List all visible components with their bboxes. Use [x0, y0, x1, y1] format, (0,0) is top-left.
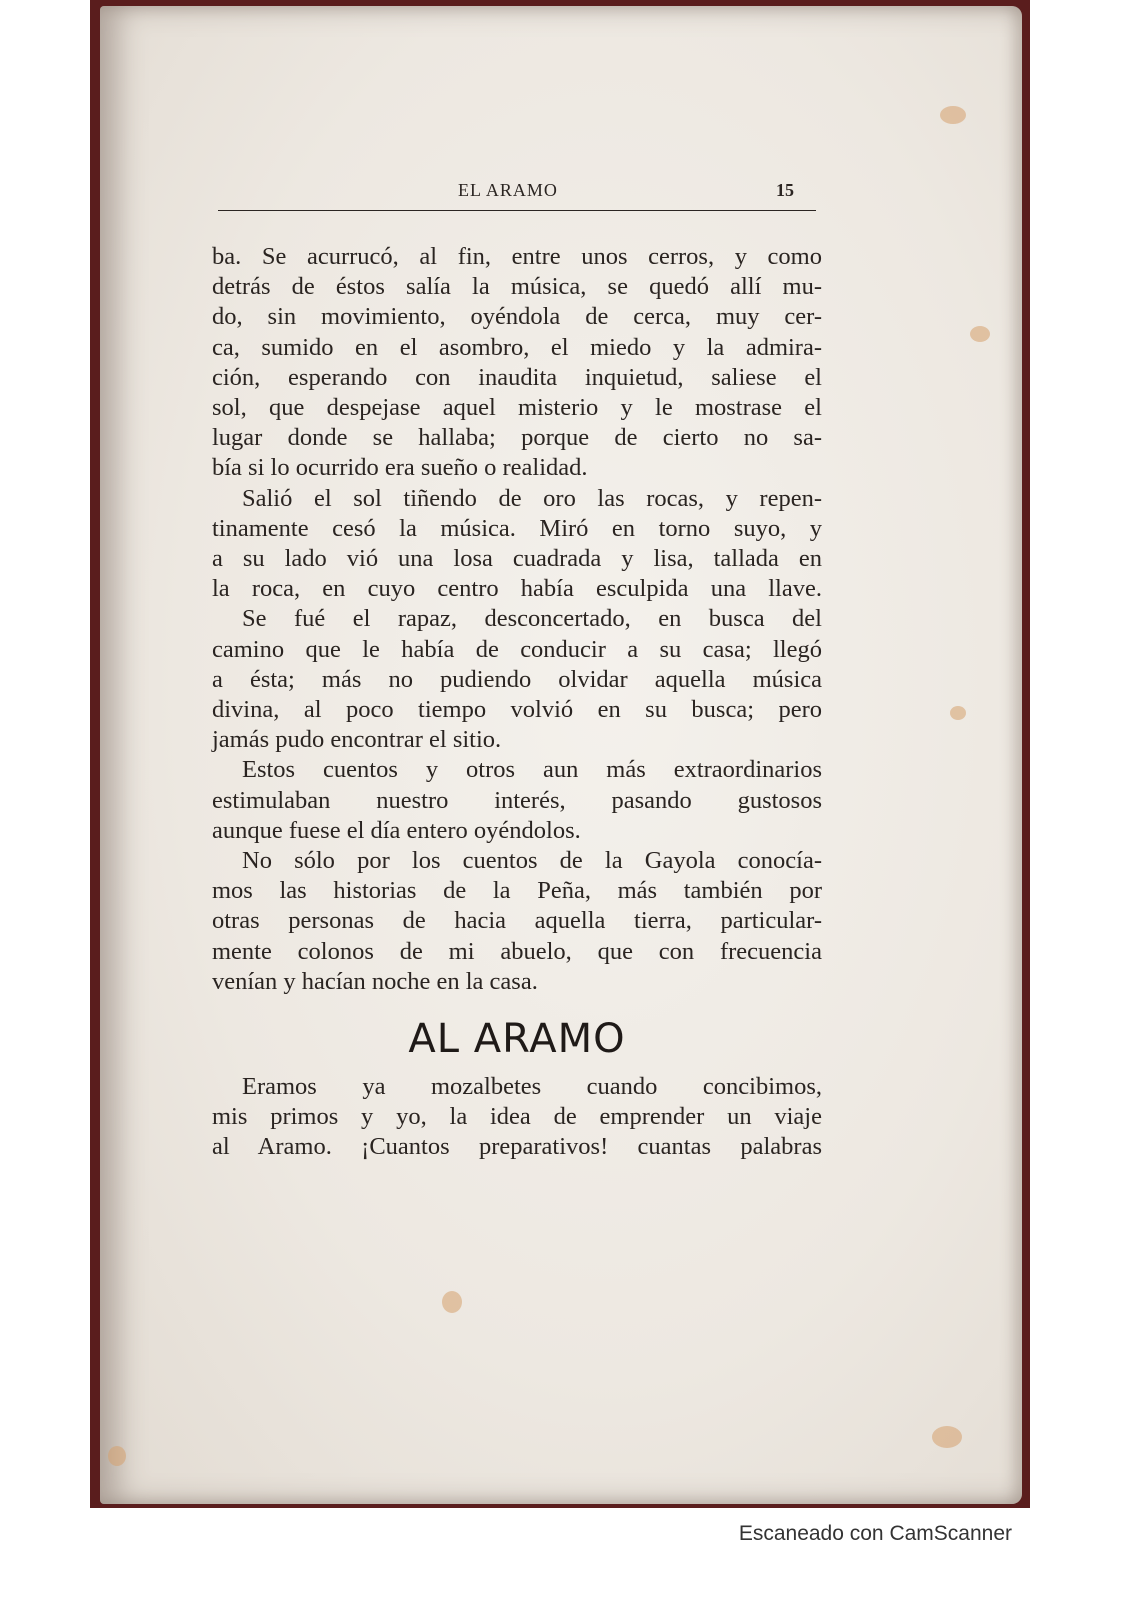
text-line: divina, al poco tiempo volvió en su busca; pero: [212, 696, 822, 724]
text-line: Se fué el rapaz, desconcertado, en busca del: [242, 605, 822, 633]
foxing-stain: [932, 1426, 962, 1448]
page-header: [218, 180, 816, 211]
page-number: 15: [776, 180, 794, 200]
text-line: detrás de éstos salía la música, se quedó allí mu-: [212, 273, 822, 301]
text-line: Salió el sol tiñendo de oro las rocas, y repen-: [242, 484, 822, 512]
text-line: lugar donde se hallaba; porque de cierto no sa-: [212, 424, 822, 452]
text-line: estimulaban nuestro interés, pasando gustosos: [212, 786, 822, 814]
running-title: EL ARAMO: [458, 180, 558, 200]
foxing-stain: [970, 326, 990, 342]
body-text-block: [212, 242, 822, 997]
text-line: bía si lo ocurrido era sueño o realidad.: [212, 454, 588, 482]
foxing-stain: [940, 106, 966, 124]
scanner-watermark: Escaneado con CamScanner: [738, 1522, 1012, 1545]
text-line: venían y hacían noche en la casa.: [212, 967, 538, 995]
text-line: No sólo por los cuentos de la Gayola conocía-: [242, 847, 822, 875]
foxing-stain: [108, 1446, 126, 1466]
section-heading: AL ARAMO: [408, 1016, 626, 1062]
text-line: mos las historias de la Peña, más también por: [212, 877, 822, 905]
body-text-block-2: [212, 1072, 822, 1163]
text-line: Eramos ya mozalbetes cuando concibimos,: [242, 1073, 822, 1100]
text-line: a ésta; más no pudiendo olvidar aquella música: [212, 665, 822, 693]
text-line: ca, sumido en el asombro, el miedo y la admira-: [212, 333, 822, 361]
text-line: al Aramo. ¡Cuantos preparativos! cuantas palabras: [212, 1133, 822, 1161]
text-line: sol, que despejase aquel misterio y le mostrase el: [212, 394, 822, 422]
text-line: la roca, en cuyo centro había esculpida una llave.: [212, 575, 822, 603]
foxing-stain: [442, 1291, 462, 1313]
text-line: otras personas de hacia aquella tierra, particular-: [212, 907, 822, 935]
text-line: a su lado vió una losa cuadrada y lisa, tallada en: [212, 545, 822, 573]
text-line: do, sin movimiento, oyéndola de cerca, muy cer-: [212, 303, 822, 331]
text-line: Estos cuentos y otros aun más extraordinarios: [242, 756, 822, 784]
text-line: aunque fuese el día entero oyéndolos.: [212, 816, 581, 844]
text-line: camino que le había de conducir a su casa; llegó: [212, 635, 822, 663]
text-line: jamás pudo encontrar el sitio.: [212, 726, 502, 754]
foxing-stain: [950, 706, 966, 720]
text-line: mis primos y yo, la idea de emprender un viaje: [212, 1103, 822, 1131]
text-line: ba. Se acurrucó, al fin, entre unos cerros, y como: [212, 243, 822, 270]
text-line: ción, esperando con inaudita inquietud, saliese el: [212, 363, 822, 391]
text-line: tinamente cesó la música. Miró en torno suyo, y: [212, 514, 822, 542]
text-line: mente colonos de mi abuelo, que con frecuencia: [212, 937, 822, 965]
